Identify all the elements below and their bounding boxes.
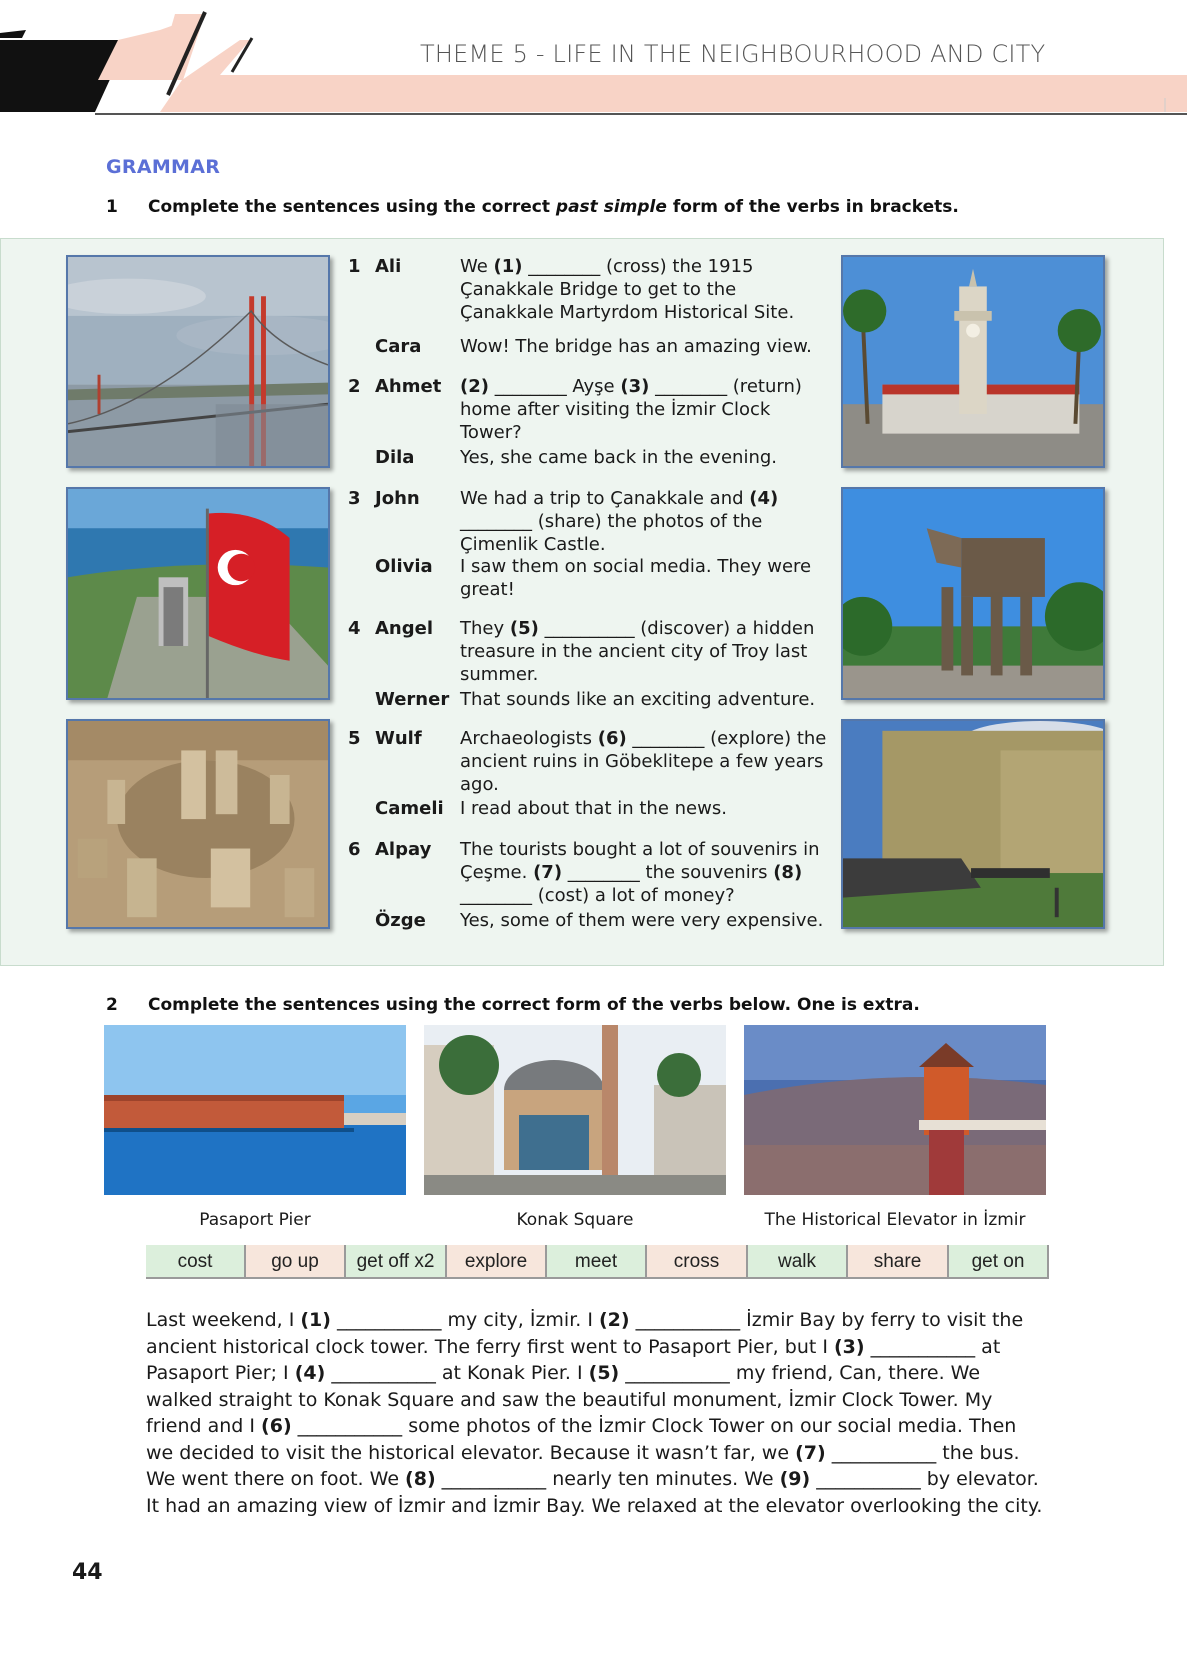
exercise-number: 2 — [106, 995, 118, 1015]
photo-cimenlik-castle — [841, 719, 1105, 929]
photo-izmir-clock-tower — [841, 255, 1105, 468]
exercise-2-instruction: 2 Complete the sentences using the correct form of the verbs below. One is extra. — [106, 995, 920, 1015]
dialogue-text: The tourists bought a lot of souvenirs in Çeşme. (7) ________ the souvenirs (8) ________ (cost) a lot of money? — [460, 839, 820, 906]
word-bank-item: get off x2 — [346, 1245, 447, 1279]
photo-historical-elevator — [744, 1025, 1046, 1195]
caption-konak-square: Konak Square — [516, 1210, 634, 1230]
caption-historical-elevator: The Historical Elevator in İzmir — [764, 1210, 1026, 1230]
dialogue-number: 1 — [348, 256, 361, 277]
photo-trojan-horse — [841, 487, 1105, 700]
exercise-1-instruction: 1 Complete the sentences using the correct past simple form of the verbs in brackets. — [106, 197, 959, 217]
dialogue-text: Archaeologists (6) ________ (explore) the ancient ruins in Göbeklitepe a few years ago. — [460, 728, 827, 795]
word-bank-item: go up — [246, 1245, 346, 1279]
dialogue-text: They (5) __________ (discover) a hidden treasure in the ancient city of Troy last summer. — [460, 618, 815, 685]
word-bank-item: walk — [748, 1245, 848, 1279]
photo-konak-square — [424, 1025, 726, 1195]
word-bank-item: cross — [647, 1245, 748, 1279]
photo-gobeklitepe — [66, 719, 330, 929]
speaker-name: Cameli — [375, 798, 444, 819]
speaker-name: Dila — [375, 447, 415, 468]
dialogue-number: 3 — [348, 488, 361, 509]
dialogue-text: We (1) ________ (cross) the 1915 Çanakkale Bridge to get to the Çanakkale Martyrdom Historical Site. — [460, 256, 795, 323]
dialogue-text: I saw them on social media. They were great! — [460, 556, 812, 600]
word-bank-item: get on — [949, 1245, 1049, 1279]
dialogue-number: 6 — [348, 839, 361, 860]
page-number: 44 — [72, 1560, 103, 1585]
dialogue-text: Yes, some of them were very expensive. — [460, 910, 824, 931]
speaker-name: Cara — [375, 336, 422, 357]
word-bank-item: cost — [146, 1245, 246, 1279]
exercise-2-paragraph: Last weekend, I (1) ___________ my city, İzmir. I (2) ___________ İzmir Bay by ferry to visit the ancient historical clock tower. The ferry first went to Pasaport Pier, but I (3) ___________ at Pasaport Pier; I (4) ___________ at Konak Pier. I (5) ___________ my friend, Can, there. We walked straight to Konak Square and saw the beautiful monument, İzmir Clock Tower. My friend and I (6) ___________ some photos of the İzmir Clock Tower on our social media. Then we decided to visit the historical elevator. Because it wasn’t far, we (7) ___________ the bus. We went there on foot. We (8) ___________ nearly ten minutes. We (9) ___________ by elevator. It had an amazing view of İzmir and İzmir Bay. We relaxed at the elevator overlooking the city. — [146, 1309, 1043, 1517]
dialogue-text: Yes, she came back in the evening. — [460, 447, 777, 468]
theme-title: THEME 5 - LIFE IN THE NEIGHBOURHOOD AND CITY — [420, 40, 1046, 68]
speaker-name: Ahmet — [375, 376, 442, 397]
speaker-name: Wulf — [375, 728, 422, 749]
page-header — [0, 0, 1187, 125]
speaker-name: John — [375, 488, 420, 509]
word-bank — [146, 1245, 1049, 1281]
dialogue-text: I read about that in the news. — [460, 798, 727, 819]
section-title: GRAMMAR — [106, 156, 221, 178]
dialogue-number: 4 — [348, 618, 361, 639]
word-bank-item: share — [848, 1245, 949, 1279]
dialogue-text: Wow! The bridge has an amazing view. — [460, 336, 812, 357]
speaker-name: Olivia — [375, 556, 433, 577]
dialogue-text: That sounds like an exciting adventure. — [460, 689, 816, 710]
dialogue-number: 2 — [348, 376, 361, 397]
word-bank-item: explore — [447, 1245, 547, 1279]
speaker-name: Angel — [375, 618, 434, 639]
speaker-name: Özge — [375, 910, 426, 931]
dialogue-number: 5 — [348, 728, 361, 749]
caption-pasaport-pier: Pasaport Pier — [199, 1210, 311, 1230]
photo-pasaport-pier — [104, 1025, 406, 1195]
photo-canakkale-bridge — [66, 255, 330, 468]
dialogue-text: (2) ________ Ayşe (3) ________ (return) home after visiting the İzmir Clock Tower? — [460, 376, 802, 443]
dialogue-text: We had a trip to Çanakkale and (4) ________ (share) the photos of the Çimenlik Castle. — [460, 488, 779, 555]
photo-canakkale-martyrs-memorial — [66, 487, 330, 700]
exercise-number: 1 — [106, 197, 118, 217]
speaker-name: Ali — [375, 256, 402, 277]
speaker-name: Alpay — [375, 839, 432, 860]
speaker-name: Werner — [375, 689, 450, 710]
word-bank-item: meet — [547, 1245, 647, 1279]
